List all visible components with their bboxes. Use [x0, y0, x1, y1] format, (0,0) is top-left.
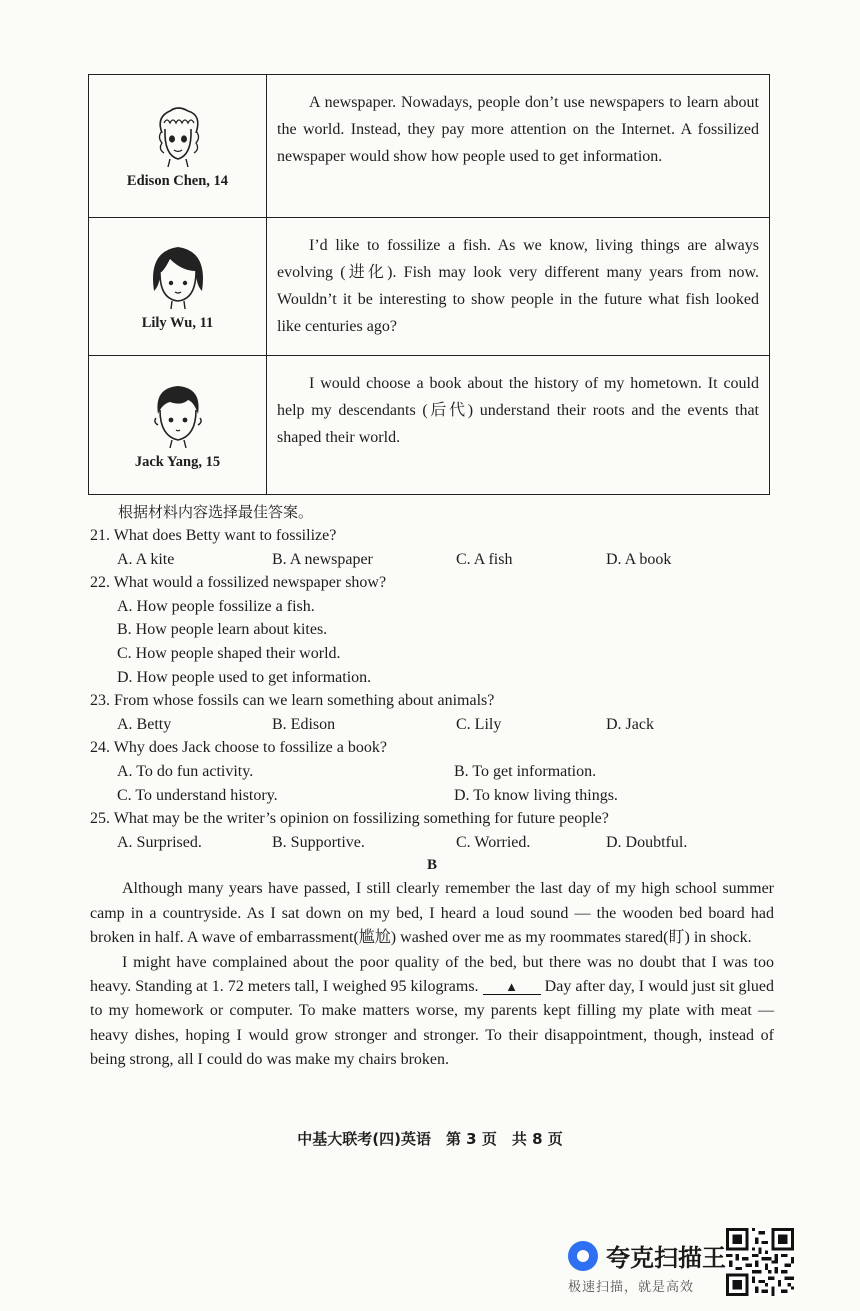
- person-cell: [89, 75, 267, 217]
- option[interactable]: C. Worried.: [456, 833, 531, 851]
- option[interactable]: B. To get information.: [454, 762, 597, 780]
- option[interactable]: B. A newspaper: [272, 550, 373, 568]
- girl-bob-hair-avatar-icon: [146, 241, 210, 311]
- option[interactable]: B. Supportive.: [272, 833, 365, 851]
- options-row: [90, 831, 774, 855]
- person-statement: I’d like to fossilize a fish. As we know, living things are always evolving (进化). Fish may look very different many years from now. Wouldn’t it be interesting to show people in the future what fish looked like centuries ago?: [277, 237, 759, 335]
- boy-short-hair-avatar-icon: [148, 380, 208, 450]
- option[interactable]: D. Jack: [606, 715, 654, 733]
- person-name: Jack Yang, 15: [134, 453, 221, 470]
- person-statement: I would choose a book about the history of my hometown. It could help my descendants (后代) understand their roots and the events that shaped their world.: [277, 375, 759, 446]
- options-row: [90, 548, 774, 572]
- person-name: Edison Chen, 14: [126, 172, 229, 189]
- scanner-slogan: 极速扫描，就是高效: [568, 1280, 695, 1295]
- option[interactable]: C. To understand history.: [117, 786, 278, 804]
- option[interactable]: A. Betty: [117, 715, 172, 733]
- question-stem: 21. What does Betty want to fossilize?: [90, 527, 337, 544]
- person-cell: [89, 218, 267, 355]
- section-b-heading: B: [426, 857, 437, 874]
- qr-code-icon: [726, 1228, 794, 1296]
- page-footer: 中基大联考(四)英语 第 3 页 共 8 页: [297, 1130, 563, 1148]
- option[interactable]: C. A fish: [456, 550, 513, 568]
- person-cell: [89, 356, 267, 494]
- scanner-watermark: [568, 1238, 726, 1273]
- option[interactable]: A. How people fossilize a fish.: [117, 597, 315, 615]
- option[interactable]: B. How people learn about kites.: [117, 621, 328, 639]
- table-row: [89, 218, 769, 356]
- option[interactable]: D. Doubtful.: [606, 833, 688, 851]
- option[interactable]: C. How people shaped their world.: [117, 644, 341, 662]
- passage-text: Day after day, I would just sit glued to my homework or computer. To make matters worse, my parents kept filling my plate with meat — heavy dishes, hoping I would grow stronger and stronger. To their disappointment, though, instead of being strong, all I could do was make my chairs broken.: [90, 977, 775, 1069]
- answer-blank[interactable]: ▲: [483, 980, 541, 995]
- option[interactable]: A. To do fun activity.: [117, 762, 254, 780]
- question-stem: 25. What may be the writer’s opinion on fossilizing something for future people?: [90, 810, 609, 828]
- options-row: [90, 713, 774, 737]
- option[interactable]: B. Edison: [272, 715, 336, 733]
- instruction: 根据材料内容选择最佳答案。: [118, 503, 314, 521]
- person-statement: A newspaper. Nowadays, people don’t use newspapers to learn about the world. Instead, they pay more attention on the Internet. A fossilized newspaper would show how people used to get information.: [277, 94, 759, 165]
- option[interactable]: D. How people used to get information.: [117, 668, 372, 686]
- scanner-logo-icon: [568, 1241, 598, 1271]
- person-name: Lily Wu, 11: [141, 315, 214, 331]
- boy-curly-hair-avatar-icon: [148, 103, 208, 169]
- question-stem: 23. From whose fossils can we learn something about animals?: [90, 692, 495, 710]
- option[interactable]: D. To know living things.: [454, 786, 618, 804]
- options-row: [90, 760, 774, 784]
- option[interactable]: D. A book: [606, 550, 672, 568]
- passage-text: I might have complained about the poor quality of the bed, but there was no doubt that I was too heavy. Standing at 1. 72 meters tall, I weighed 95 kilograms.: [90, 953, 774, 995]
- option[interactable]: C. Lily: [456, 715, 502, 733]
- questions-block: [90, 524, 774, 1073]
- table-row: [89, 75, 769, 218]
- passage-paragraph: [90, 951, 774, 1073]
- question-stem: 24. Why does Jack choose to fossilize a book?: [90, 739, 387, 757]
- scanner-brand-name: 夸克扫描王: [606, 1244, 726, 1272]
- table-row: [89, 356, 769, 494]
- options-row: [90, 784, 774, 808]
- students-table: [88, 74, 770, 495]
- option[interactable]: A. A kite: [117, 550, 175, 568]
- passage-paragraph: Although many years have passed, I still clearly remember the last day of my high school summer camp in a countryside. As I sat down on my bed, I heard a loud sound — the wooden bed board had broken in half. A wave of embarrassment(尴尬) washed over me as my roommates stared(盯) in shock.: [90, 880, 774, 947]
- question-stem: 22. What would a fossilized newspaper show?: [90, 574, 387, 592]
- option[interactable]: A. Surprised.: [117, 833, 202, 851]
